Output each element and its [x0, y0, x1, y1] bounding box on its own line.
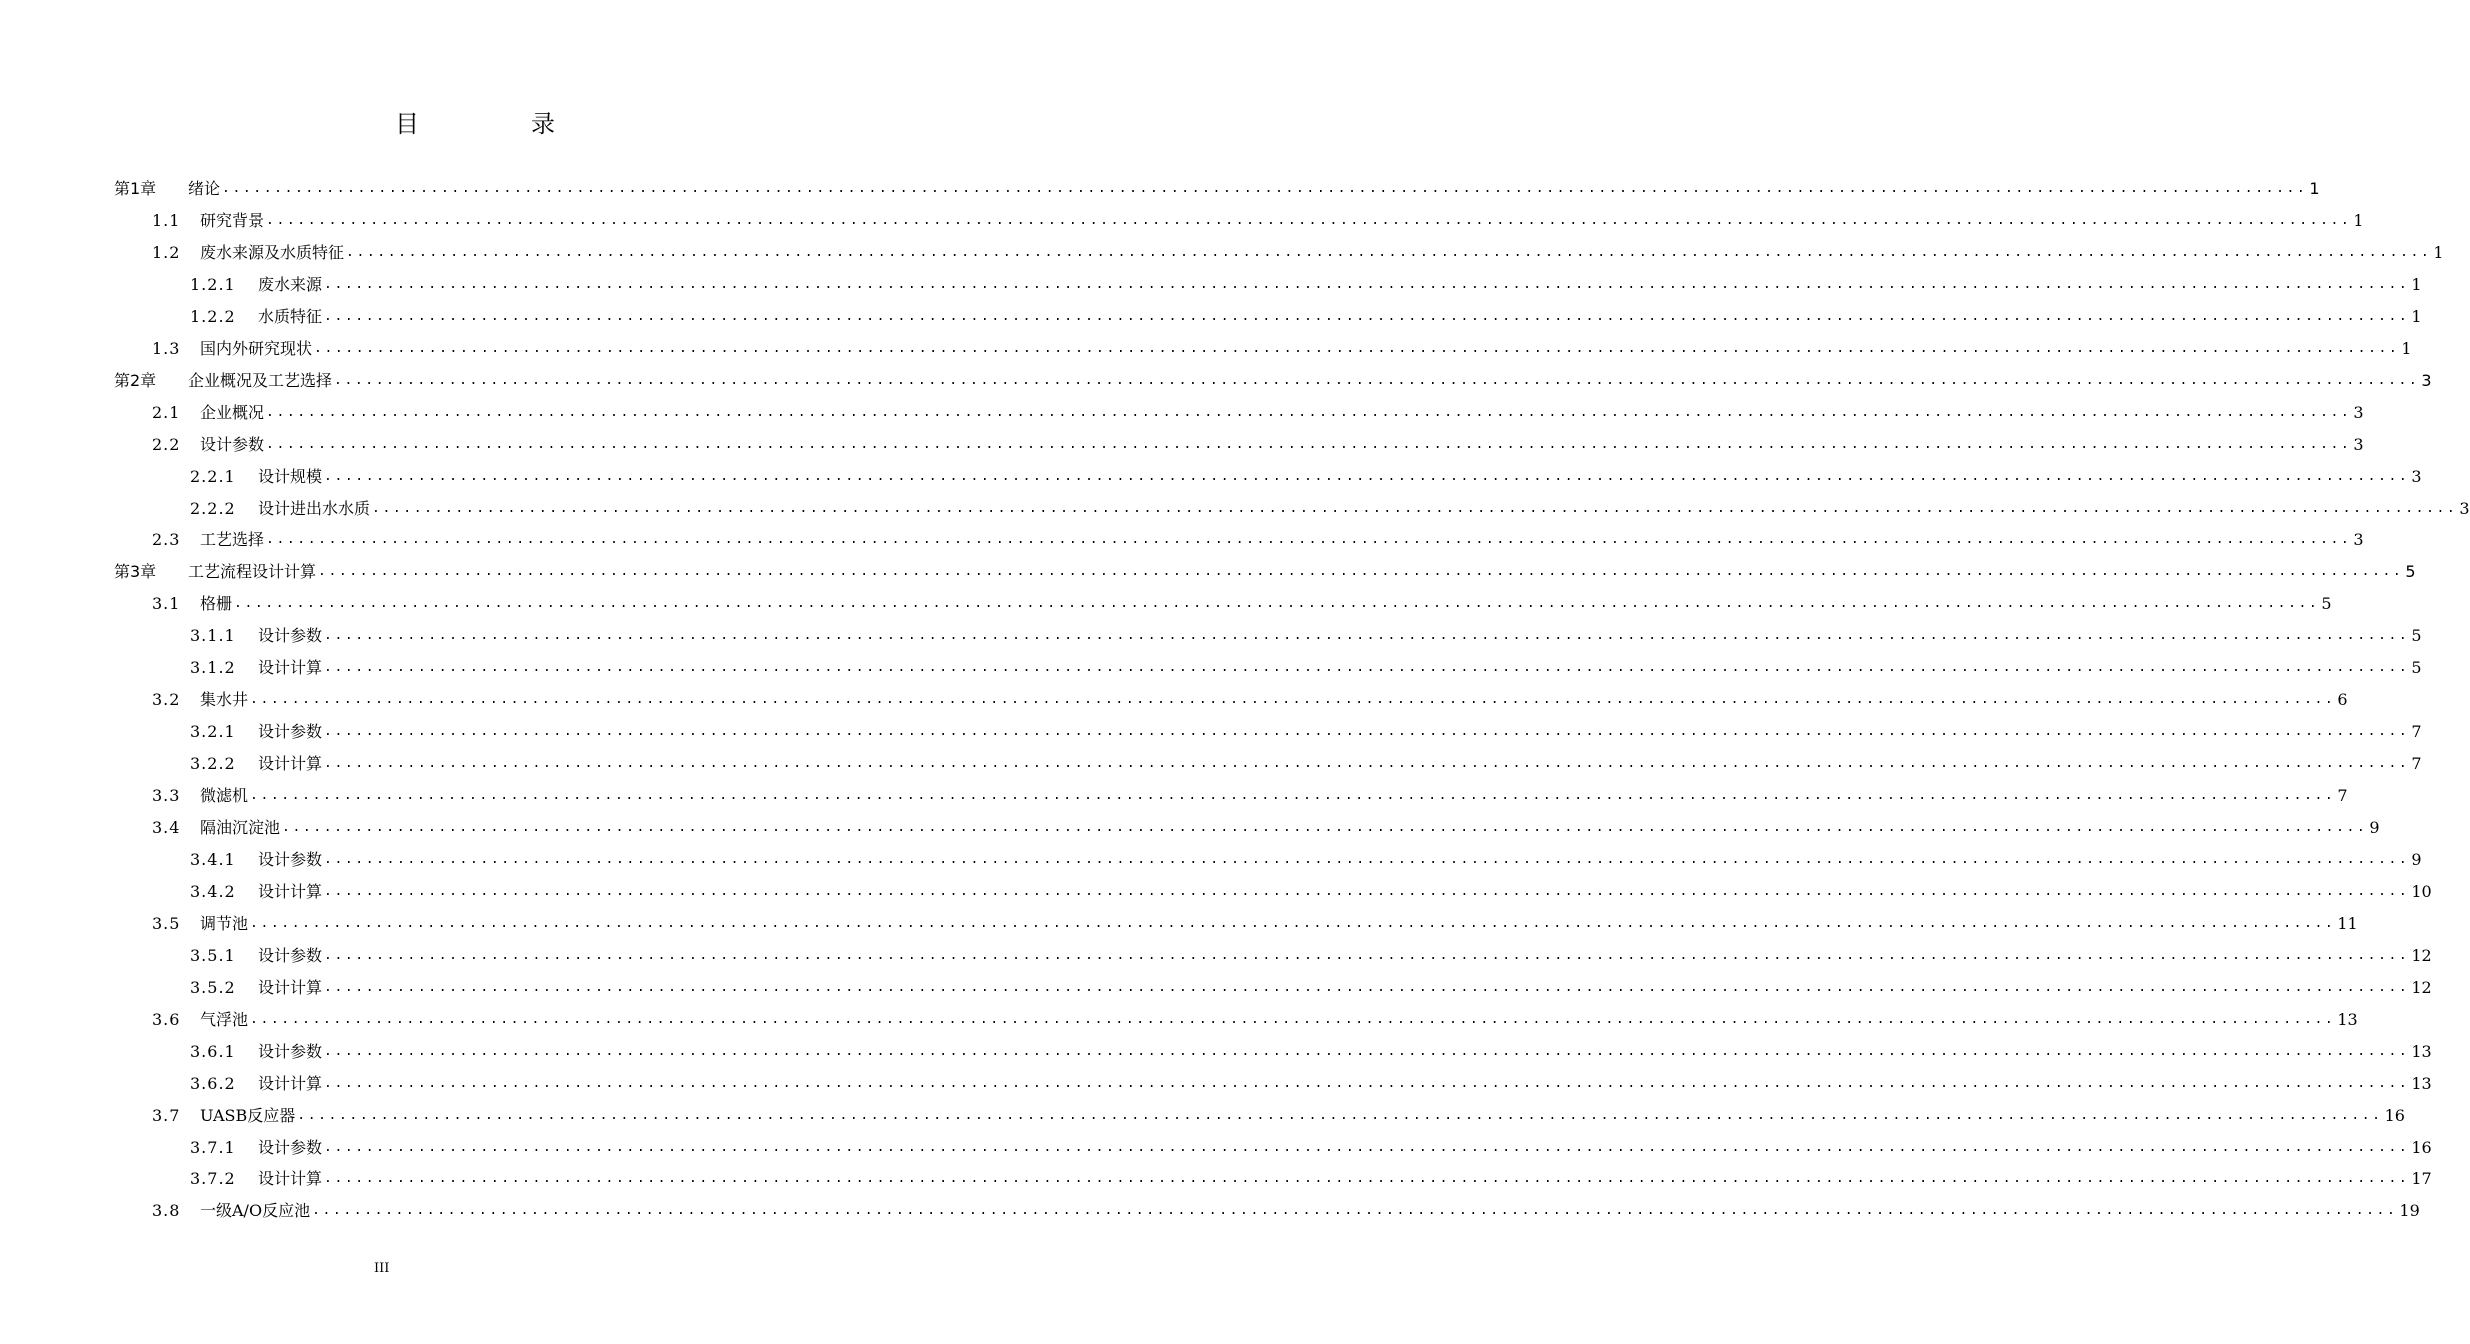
toc-entry[interactable]: [0, 174, 2320, 200]
toc-entry-page: 13: [2411, 1041, 2432, 1061]
toc-entry[interactable]: [0, 270, 2422, 296]
toc-entry[interactable]: [0, 462, 2422, 488]
toc-entry-title: 设计参数: [258, 626, 323, 646]
toc-entry-title: 设计计算: [258, 754, 323, 774]
toc-entry-heading: [190, 274, 322, 296]
toc-leader-dots: ........................................................................................................................................................................................................: [346, 244, 2432, 260]
toc-entry[interactable]: [0, 1133, 2432, 1159]
toc-entry-title: 设计进出水水质: [258, 498, 371, 518]
toc-entry[interactable]: [0, 1037, 2432, 1063]
toc-entry[interactable]: [0, 941, 2432, 967]
toc-leader-dots: ........................................................................................................................................................................................................: [297, 1107, 2383, 1123]
toc-entry-title: 绪论: [188, 179, 221, 198]
toc-entry-heading: [190, 753, 322, 775]
toc-entry-number: 3.1.1: [190, 626, 236, 646]
toc-entry-heading: [190, 1168, 322, 1190]
toc-entry[interactable]: [0, 1005, 2358, 1031]
toc-leader-dots: ........................................................................................................................................................................................................: [324, 1139, 2410, 1155]
toc-leader-dots: ........................................................................................................................................................................................................: [324, 660, 2410, 676]
toc-entry-heading: [152, 402, 264, 424]
toc-entry-number: 1.2: [152, 242, 181, 262]
toc-leader-dots: ........................................................................................................................................................................................................: [324, 1043, 2410, 1059]
toc-entry-number: 2.2.1: [190, 466, 236, 486]
toc-entry-heading: [152, 689, 248, 711]
toc-entry-title: 企业概况: [200, 402, 265, 422]
toc-entry-number: 3.4.2: [190, 881, 236, 901]
toc-entry[interactable]: [0, 909, 2358, 935]
toc-leader-dots: ........................................................................................................................................................................................................: [250, 692, 2336, 708]
toc-entry-number: 3.8: [152, 1201, 181, 1221]
toc-entry[interactable]: [0, 973, 2432, 999]
toc-entry-number: 3.3: [152, 786, 181, 806]
toc-entry[interactable]: [0, 206, 2364, 232]
toc-leader-dots: ........................................................................................................................................................................................................: [222, 181, 2308, 196]
toc-entry[interactable]: [0, 1069, 2432, 1095]
toc-entry[interactable]: [0, 366, 2432, 392]
toc-entry-heading: [190, 721, 322, 743]
toc-entry-title: 集水井: [200, 690, 249, 710]
toc-entry[interactable]: [0, 334, 2412, 360]
toc-entry-page: 1: [2309, 179, 2320, 198]
toc-entry-number: 3.1: [152, 594, 181, 614]
toc-entry-number: 2.2: [152, 434, 181, 454]
toc-entry-number: 1.1: [152, 210, 181, 230]
toc-entry-heading: [190, 1073, 322, 1095]
toc-entry-title: 设计计算: [258, 1073, 323, 1093]
toc-entry-page: 3: [2353, 530, 2364, 550]
toc-entry-page: 3: [2459, 498, 2470, 518]
toc-entry-number: 2.1: [152, 402, 181, 422]
toc-entry-page: 3: [2411, 466, 2422, 486]
toc-entry[interactable]: [0, 1164, 2432, 1190]
toc-entry-number: 2.3: [152, 530, 181, 550]
toc-entry-title: 设计参数: [200, 434, 265, 454]
toc-entry-title: 水质特征: [258, 306, 323, 326]
page-title: 目 录: [395, 110, 599, 138]
toc-leader-dots: ........................................................................................................................................................................................................: [324, 1171, 2410, 1187]
toc-entry-page: 9: [2369, 818, 2380, 837]
toc-entry-heading: [190, 977, 322, 999]
toc-entry[interactable]: [0, 525, 2364, 551]
toc-entry[interactable]: [0, 845, 2422, 871]
toc-leader-dots: ........................................................................................................................................................................................................: [324, 308, 2410, 324]
toc-entry-page: 5: [2411, 658, 2422, 678]
toc-entry-page: 19: [2399, 1201, 2420, 1221]
toc-entry-heading: [152, 210, 264, 232]
toc-leader-dots: ........................................................................................................................................................................................................: [318, 564, 2404, 580]
toc-entry[interactable]: [0, 685, 2348, 711]
toc-entry-title: 设计计算: [258, 1169, 323, 1189]
toc-entry-page: 3: [2353, 402, 2364, 422]
toc-entry-number: 3.6.1: [190, 1041, 236, 1061]
toc-entry-number: 第2章: [114, 370, 157, 390]
toc-entry-heading: [152, 1105, 295, 1127]
toc-leader-dots: ........................................................................................................................................................................................................: [266, 436, 2352, 452]
toc-entry-page: 5: [2321, 594, 2332, 614]
toc-entry-number: 3.2.2: [190, 754, 236, 774]
toc-entry[interactable]: [0, 430, 2364, 456]
toc-entry-title: 国内外研究现状: [200, 338, 313, 358]
toc-leader-dots: ........................................................................................................................................................................................................: [250, 1011, 2336, 1027]
toc-entry-heading: [190, 849, 322, 871]
toc-entry-title: 企业概况及工艺选择: [188, 370, 333, 390]
toc-leader-dots: ........................................................................................................................................................................................................: [324, 947, 2410, 963]
toc-entry-heading: [152, 434, 264, 456]
toc-entry-heading: [152, 529, 264, 551]
toc-entry-heading: [114, 561, 316, 583]
toc-entry[interactable]: [0, 589, 2332, 615]
toc-entry-title: 工艺选择: [200, 530, 265, 550]
toc-entry-heading: [190, 1041, 322, 1063]
toc-entry-page: 1: [2401, 338, 2412, 358]
toc-leader-dots: ........................................................................................................................................................................................................: [324, 724, 2410, 740]
toc-entry-title: 微滤机: [200, 786, 249, 806]
toc-entry-title: UASB反应器: [200, 1105, 296, 1125]
toc-entry-number: 1.2.2: [190, 306, 236, 326]
toc-entry-title: 格栅: [200, 594, 233, 614]
toc-entry-title: 设计参数: [258, 849, 323, 869]
toc-entry-number: 3.6: [152, 1009, 181, 1029]
toc-entry-title: 废水来源及水质特征: [200, 242, 345, 262]
toc-entry-page: 5: [2405, 562, 2416, 582]
toc-leader-dots: ........................................................................................................................................................................................................: [266, 212, 2352, 228]
toc-entry-number: 第3章: [114, 562, 157, 582]
toc-entry-page: 16: [2411, 1137, 2432, 1157]
toc-entry-title: 设计规模: [258, 466, 323, 486]
toc-entry-number: 3.4: [152, 818, 181, 837]
toc-entry[interactable]: [0, 494, 2470, 520]
toc-entry-title: 设计参数: [258, 1137, 323, 1157]
toc-entry-title: 设计计算: [258, 881, 323, 901]
toc-entry[interactable]: [0, 781, 2348, 807]
toc-entry-number: 3.2: [152, 690, 181, 710]
toc-leader-dots: ........................................................................................................................................................................................................: [324, 851, 2410, 867]
toc-entry-page: 3: [2421, 370, 2432, 390]
toc-leader-dots: ........................................................................................................................................................................................................: [324, 468, 2410, 484]
toc-entry[interactable]: [0, 653, 2422, 679]
toc-entry-heading: [190, 1137, 322, 1159]
toc-leader-dots: ........................................................................................................................................................................................................: [324, 979, 2410, 995]
toc-entry[interactable]: [0, 749, 2422, 775]
toc-leader-dots: ........................................................................................................................................................................................................: [372, 500, 2458, 516]
toc-entry-page: 9: [2411, 849, 2422, 869]
toc-entry-number: 3.5: [152, 913, 181, 933]
toc-entry-number: 1.2.1: [190, 274, 236, 294]
toc-entry-heading: [152, 593, 232, 615]
toc-leader-dots: ........................................................................................................................................................................................................: [266, 532, 2352, 548]
footer-page-number: III: [374, 1261, 390, 1276]
toc-entry-number: 3.7.1: [190, 1137, 236, 1157]
toc-entry-heading: [152, 913, 248, 935]
toc-entry[interactable]: [0, 813, 2380, 839]
toc-entry-page: 1: [2433, 242, 2444, 262]
toc-entry-page: 5: [2411, 626, 2422, 646]
toc-entry[interactable]: [0, 621, 2422, 647]
toc-leader-dots: ........................................................................................................................................................................................................: [250, 915, 2336, 931]
toc-entry-title: 工艺流程设计计算: [188, 562, 317, 582]
toc-entry-title: 设计参数: [258, 945, 323, 965]
toc-leader-dots: ........................................................................................................................................................................................................: [324, 1075, 2410, 1091]
toc-entry-heading: [152, 817, 280, 839]
toc-entry-page: 16: [2384, 1105, 2405, 1125]
toc-leader-dots: ........................................................................................................................................................................................................: [324, 628, 2410, 644]
toc-entry-page: 7: [2411, 722, 2422, 742]
toc-leader-dots: ........................................................................................................................................................................................................: [324, 883, 2410, 899]
toc-entry-number: 3.2.1: [190, 722, 236, 742]
toc-entry-title: 气浮池: [200, 1009, 249, 1029]
toc-entry-page: 12: [2411, 945, 2432, 965]
toc-entry-page: 10: [2411, 881, 2432, 901]
toc-entry-title: 研究背景: [200, 210, 265, 230]
toc-entry-page: 3: [2353, 434, 2364, 454]
toc-entry-page: 7: [2337, 786, 2348, 806]
toc-entry-number: 3.5.2: [190, 977, 236, 997]
toc-entry-title: 调节池: [200, 913, 249, 933]
toc-entry-page: 17: [2411, 1169, 2432, 1189]
toc-entry-title: 设计计算: [258, 977, 323, 997]
toc-leader-dots: ........................................................................................................................................................................................................: [324, 276, 2410, 292]
toc-entry-title: 废水来源: [258, 274, 323, 294]
toc-entry[interactable]: [0, 302, 2422, 328]
toc-entry-page: 1: [2411, 306, 2422, 326]
toc-entry-heading: [190, 498, 370, 520]
toc-entry-title: 设计计算: [258, 658, 323, 678]
toc-leader-dots: ........................................................................................................................................................................................................: [282, 820, 2368, 835]
toc-entry[interactable]: [0, 557, 2416, 583]
toc-entry-page: 13: [2411, 1073, 2432, 1093]
toc-entry-number: 3.6.2: [190, 1073, 236, 1093]
toc-entry-page: 11: [2337, 913, 2358, 933]
toc-entry-page: 6: [2337, 690, 2348, 710]
toc-entry-heading: [190, 466, 322, 488]
toc-entry-number: 3.4.1: [190, 849, 236, 869]
toc-leader-dots: ........................................................................................................................................................................................................: [250, 788, 2336, 804]
toc-entry-title: 设计参数: [258, 1041, 323, 1061]
toc-leader-dots: ........................................................................................................................................................................................................: [234, 596, 2320, 612]
toc-entry-title: 一级A/O反应池: [200, 1201, 311, 1221]
toc-leader-dots: ........................................................................................................................................................................................................: [266, 404, 2352, 420]
toc-entry-heading: [190, 306, 322, 328]
toc-entry-page: 1: [2411, 274, 2422, 294]
toc-entry-heading: [190, 881, 322, 903]
toc-entry-page: 12: [2411, 977, 2432, 997]
toc-entry-number: 3.5.1: [190, 945, 236, 965]
toc-entry-number: 2.2.2: [190, 498, 236, 518]
toc-entry-heading: [190, 657, 322, 679]
toc-entry-heading: [152, 338, 312, 360]
toc-entry-number: 第1章: [114, 179, 157, 198]
toc-entry-heading: [152, 1009, 248, 1031]
toc-entry[interactable]: [0, 1196, 2420, 1222]
toc-entry-page: 13: [2337, 1009, 2358, 1029]
toc-entry-heading: [190, 625, 322, 647]
toc-entry-title: 隔油沉淀池: [200, 818, 281, 837]
toc-entry-number: 3.7.2: [190, 1169, 236, 1189]
toc-entry-number: 1.3: [152, 338, 181, 358]
toc-entry[interactable]: [0, 398, 2364, 424]
toc-entry[interactable]: [0, 717, 2422, 743]
toc-entry-heading: [152, 242, 344, 264]
toc-entry-heading: [152, 1200, 310, 1222]
toc-leader-dots: ........................................................................................................................................................................................................: [314, 340, 2400, 356]
toc-entry[interactable]: [0, 877, 2432, 903]
toc-entry-heading: [114, 370, 332, 392]
toc-entry-title: 设计参数: [258, 722, 323, 742]
toc-entry-heading: [152, 785, 248, 807]
toc-entry-page: 1: [2353, 210, 2364, 230]
toc-entry-heading: [190, 945, 322, 967]
toc-leader-dots: ........................................................................................................................................................................................................: [324, 756, 2410, 772]
toc-entry-heading: [114, 178, 220, 200]
toc-entry-number: 3.7: [152, 1105, 181, 1125]
toc-leader-dots: ........................................................................................................................................................................................................: [334, 372, 2420, 388]
toc-leader-dots: ........................................................................................................................................................................................................: [312, 1203, 2398, 1219]
toc-entry-number: 3.1.2: [190, 658, 236, 678]
toc-entry[interactable]: [0, 1101, 2405, 1127]
toc-entry[interactable]: [0, 238, 2444, 264]
toc-entry-page: 7: [2411, 754, 2422, 774]
